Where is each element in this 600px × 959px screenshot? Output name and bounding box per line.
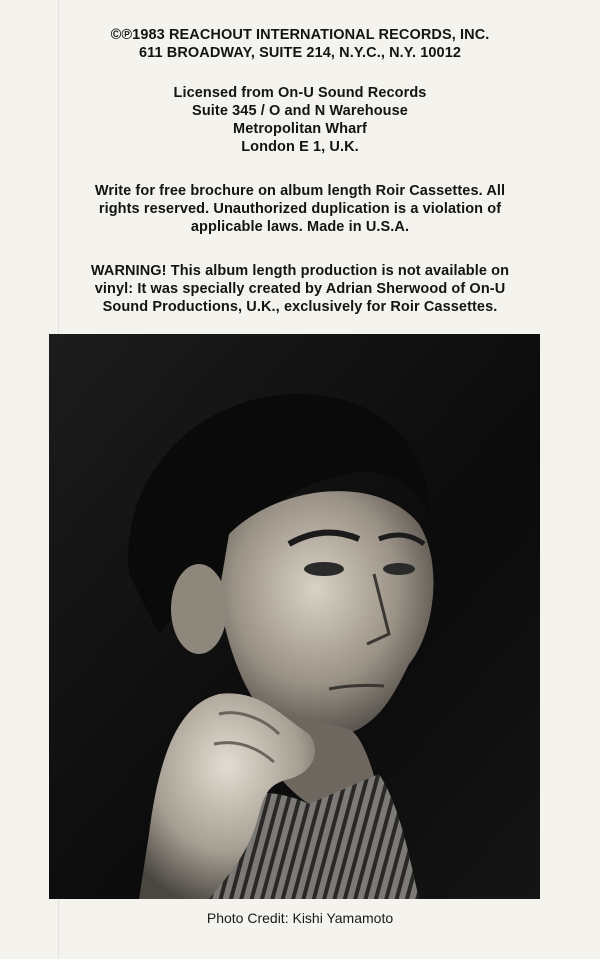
copyright-line-2: 611 BROADWAY, SUITE 214, N.Y.C., N.Y. 10012 <box>138 45 462 61</box>
warning-line-1: WARNING! This album length production is not available on <box>90 263 510 279</box>
license-line-4: London E 1, U.K. <box>241 139 359 155</box>
copyright-notice <box>0 26 600 62</box>
brochure-line-3: applicable laws. Made in U.S.A. <box>190 219 410 235</box>
brochure-line-1: Write for free brochure on album length Roir Cassettes. All <box>94 183 506 199</box>
warning-line-2: vinyl: It was specially created by Adrian Sherwood of On-U <box>94 281 506 297</box>
license-line-1: Licensed from On-U Sound Records <box>173 85 427 101</box>
portrait-photo-illustration <box>49 334 540 899</box>
warning-line-3: Sound Productions, U.K., exclusively for Roir Cassettes. <box>102 299 498 315</box>
brochure-line-2: rights reserved. Unauthorized duplication is a violation of <box>98 201 502 217</box>
license-line-3: Metropolitan Wharf <box>233 121 367 137</box>
license-line-2: Suite 345 / O and N Warehouse <box>192 103 408 119</box>
portrait-photo <box>49 334 540 899</box>
license-notice <box>0 84 600 156</box>
warning-notice <box>0 262 600 316</box>
copyright-line-1: ©℗1983 REACHOUT INTERNATIONAL RECORDS, INC. <box>110 27 490 43</box>
brochure-notice <box>0 182 600 236</box>
photo-credit: Photo Credit: Kishi Yamamoto <box>206 910 394 926</box>
